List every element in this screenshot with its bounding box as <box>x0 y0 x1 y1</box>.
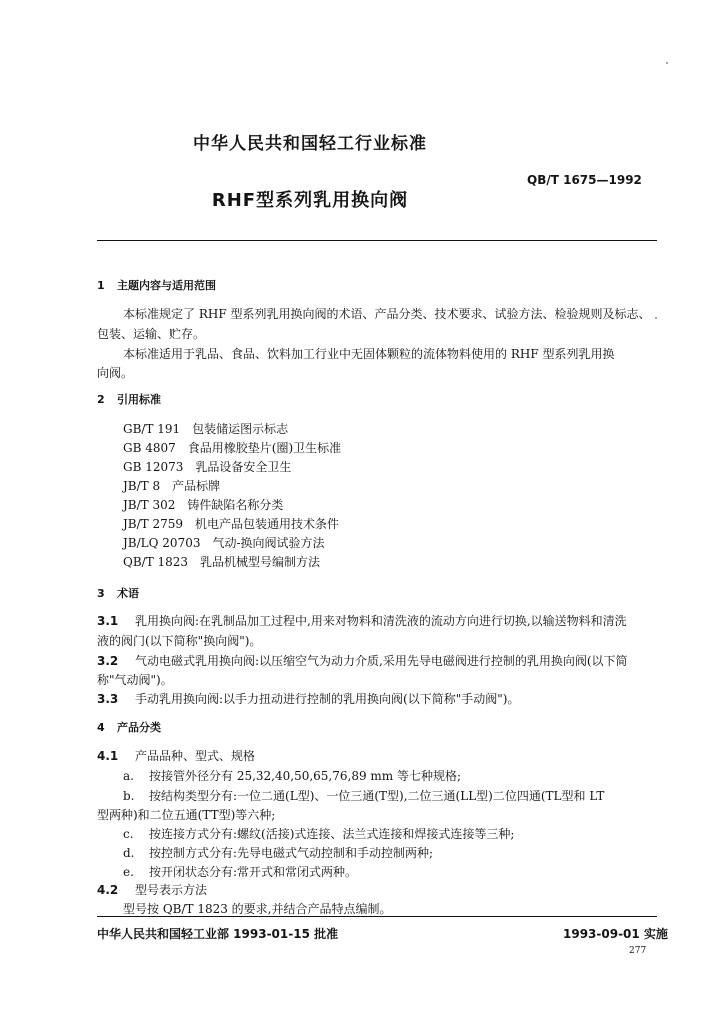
clause-4-2: 4.2 型号表示方法 <box>97 883 208 897</box>
reference-item: GB 4807 食品用橡胶垫片(圈)卫生标准 <box>123 441 342 455</box>
reference-item: JB/T 302 铸件缺陷名称分类 <box>123 498 284 512</box>
reference-item: JB/LQ 20703 气动-换向阀试验方法 <box>123 536 325 550</box>
section-4-heading: 4 产品分类 <box>97 721 161 734</box>
section-1-paragraph-1-line-1: 本标准规定了 RHF 型系列乳用换向阀的术语、产品分类、技术要求、试验方法、检验规则及标志、 <box>123 307 651 321</box>
header-divider <box>97 240 657 241</box>
reference-item: JB/T 2759 机电产品包装通用技术条件 <box>123 517 340 531</box>
clause-3-2-continuation: 称"气动阀")。 <box>97 673 173 687</box>
section-3-heading: 3 术语 <box>97 587 139 600</box>
reference-item: QB/T 1823 乳品机械型号编制方法 <box>123 555 321 569</box>
section-1-paragraph-2-line-1: 本标准适用于乳品、食品、饮料加工行业中无固体颗粒的流体物料使用的 RHF 型系列乳用换 <box>123 347 615 361</box>
scan-speck <box>655 317 657 319</box>
clause-3-1-continuation: 液的阀门(以下简称"换向阀")。 <box>97 634 262 648</box>
list-item-b-continuation: 型两种)和二位五通(TT型)等六种; <box>97 808 276 822</box>
footer-divider <box>97 916 657 917</box>
list-item-a: a. 按接管外径分有 25,32,40,50,65,76,89 mm 等七种规格; <box>123 769 462 783</box>
implementation-date: 1993-09-01 实施 <box>563 927 668 941</box>
section-1-paragraph-2-line-2: 向阀。 <box>97 366 134 380</box>
standard-organization-title: 中华人民共和国轻工行业标准 <box>193 134 427 154</box>
section-1-heading: 1 主题内容与适用范围 <box>97 279 216 292</box>
list-item-b: b. 按结构类型分有:一位二通(L型)、一位三通(T型),二位三通(LL型)二位四通(TL型和 LT <box>123 789 605 803</box>
clause-4-1: 4.1 产品品种、型式、规格 <box>97 749 256 763</box>
reference-item: GB/T 191 包装储运图示标志 <box>123 422 289 436</box>
section-1-paragraph-1-line-2: 包装、运输、贮存。 <box>97 327 206 341</box>
list-item-c: c. 按连接方式分有:螺纹(活接)式连接、法兰式连接和焊接式连接等三种; <box>123 827 515 841</box>
page-number: 277 <box>629 946 647 956</box>
standard-title: RHF型系列乳用换向阀 <box>211 190 409 211</box>
approval-statement: 中华人民共和国轻工业部 1993-01-15 批准 <box>97 927 339 941</box>
scan-speck <box>666 62 668 64</box>
list-item-e: e. 按开闭状态分有:常开式和常闭式两种。 <box>123 865 358 879</box>
clause-3-3: 3.3 手动乳用换向阀:以手力扭动进行控制的乳用换向阀(以下简称"手动阀")。 <box>97 692 520 706</box>
standard-code: QB/T 1675—1992 <box>527 173 642 187</box>
list-item-d: d. 按控制方式分有:先导电磁式气动控制和手动控制两种; <box>123 846 434 860</box>
clause-4-2-body: 型号按 QB/T 1823 的要求,并结合产品特点编制。 <box>123 902 392 916</box>
section-2-heading: 2 引用标准 <box>97 393 161 406</box>
clause-3-2: 3.2 气动电磁式乳用换向阀:以压缩空气为动力介质,采用先导电磁阀进行控制的乳用换向阀(以下简 <box>97 654 628 668</box>
clause-3-1: 3.1 乳用换向阀:在乳制品加工过程中,用来对物料和清洗液的流动方向进行切换,以输送物料和清洗 <box>97 614 627 628</box>
reference-item: JB/T 8 产品标牌 <box>123 479 221 493</box>
reference-item: GB 12073 乳品设备安全卫生 <box>123 460 292 474</box>
